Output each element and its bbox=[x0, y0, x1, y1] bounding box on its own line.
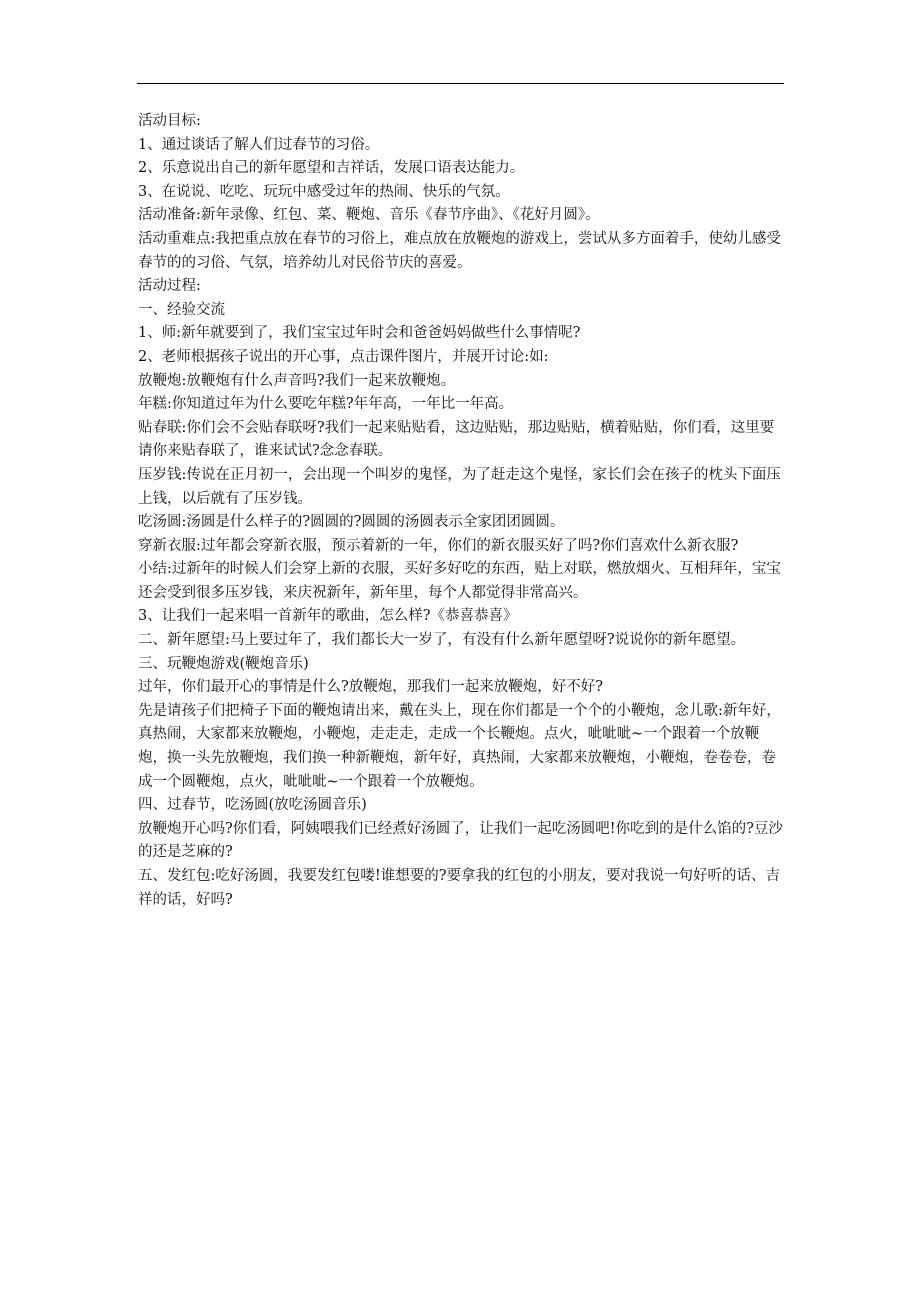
heading-goals: 活动目标: bbox=[138, 113, 201, 129]
key-points-paragraph: 活动重难点:我把重点放在春节的习俗上，难点放在放鞭炮的游戏上，尝试从多方面着手，使幼儿感受春节的的习俗、气氛，培养幼儿对民俗节庆的喜爱。 bbox=[138, 230, 781, 271]
goal-item: 2、乐意说出自己的新年愿望和吉祥话，发展口语表达能力。 bbox=[138, 160, 525, 177]
section-heading: 四、过春节，吃汤圆(放吃汤圆音乐) bbox=[138, 797, 367, 814]
body-paragraph: 放鞭炮开心吗?你们看，阿姨喂我们已经煮好汤圆了，让我们一起吃汤圆吧!你吃到的是什么馅的?豆沙的还是芝麻的? bbox=[138, 820, 783, 861]
goal-item: 3、在说说、吃吃、玩玩中感受过年的热闹、快乐的气氛。 bbox=[138, 183, 510, 200]
process-item: 1、师:新年就要到了，我们宝宝过年时会和爸爸妈妈做些什么事情呢? bbox=[138, 325, 581, 342]
discussion-item: 年糕:你知道过年为什么要吃年糕?年年高，一年比一年高。 bbox=[138, 396, 514, 413]
body-paragraph: 过年，你们最开心的事情是什么?放鞭炮，那我们一起来放鞭炮，好不好? bbox=[138, 679, 604, 696]
heading-process: 活动过程: bbox=[138, 278, 201, 295]
section-heading: 一、经验交流 bbox=[138, 301, 225, 318]
section-heading: 五、发红包:吃好汤圆，我要发红包喽!谁想要的?要拿我的红包的小朋友，要对我说一句好听的话、吉祥的话，好吗? bbox=[138, 868, 780, 908]
section-heading: 二、新年愿望:马上要过年了，我们都长大一岁了，有没有什么新年愿望呀?说说你的新年愿望。 bbox=[138, 632, 746, 649]
body-paragraph: 先是请孩子们把椅子下面的鞭炮请出来，戴在头上，现在你们都是一个个的小鞭炮，念儿歌:新年好，真热闹，大家都来放鞭炮，小鞭炮，走走走，走成一个长鞭炮。点火，呲呲呲~一个跟着一个放鞭炮，换一头先放鞭炮，我们换一种新鞭炮，新年好，真热闹，大家都来放鞭炮，小鞭炮，卷卷卷，卷成一个圆鞭炮，点火，呲呲呲~一个跟着一个放鞭炮。 bbox=[138, 702, 781, 790]
goal-item: 1、通过谈话了解人们过春节的习俗。 bbox=[138, 136, 380, 153]
section-heading: 三、玩鞭炮游戏(鞭炮音乐) bbox=[138, 655, 309, 672]
preparation-paragraph: 活动准备:新年录像、红包、菜、鞭炮、音乐《春节序曲》、《花好月圆》。 bbox=[138, 207, 600, 224]
discussion-item: 放鞭炮:放鞭炮有什么声音吗?我们一起来放鞭炮。 bbox=[138, 372, 456, 389]
discussion-item: 贴春联:你们会不会贴春联呀?我们一起来贴贴看，这边贴贴，那边贴贴，横着贴贴，你们看，这里要请你来贴春联了，谁来试试?念念春联。 bbox=[138, 419, 775, 460]
process-item: 2、老师根据孩子说出的开心事，点击课件图片，并展开讨论:如: bbox=[138, 348, 549, 365]
document-body bbox=[138, 110, 783, 912]
discussion-item: 压岁钱:传说在正月初一，会出现一个叫岁的鬼怪，为了赶走这个鬼怪，家长们会在孩子的枕头下面压上钱，以后就有了压岁钱。 bbox=[138, 466, 781, 507]
summary-paragraph: 小结:过新年的时候人们会穿上新的衣服，买好多好吃的东西，贴上对联，燃放烟火、互相拜年，宝宝还会受到很多压岁钱，来庆祝新年，新年里，每个人都觉得非常高兴。 bbox=[138, 561, 781, 601]
header-rule bbox=[137, 83, 784, 84]
process-item: 3、让我们一起来唱一首新年的歌曲，怎么样?《恭喜恭喜》 bbox=[138, 608, 518, 625]
discussion-item: 穿新衣服:过年都会穿新衣服，预示着新的一年，你们的新衣服买好了吗?你们喜欢什么新衣服? bbox=[138, 537, 739, 554]
discussion-item: 吃汤圆:汤圆是什么样子的?圆圆的?圆圆的汤圆表示全家团团圆圆。 bbox=[138, 514, 565, 531]
